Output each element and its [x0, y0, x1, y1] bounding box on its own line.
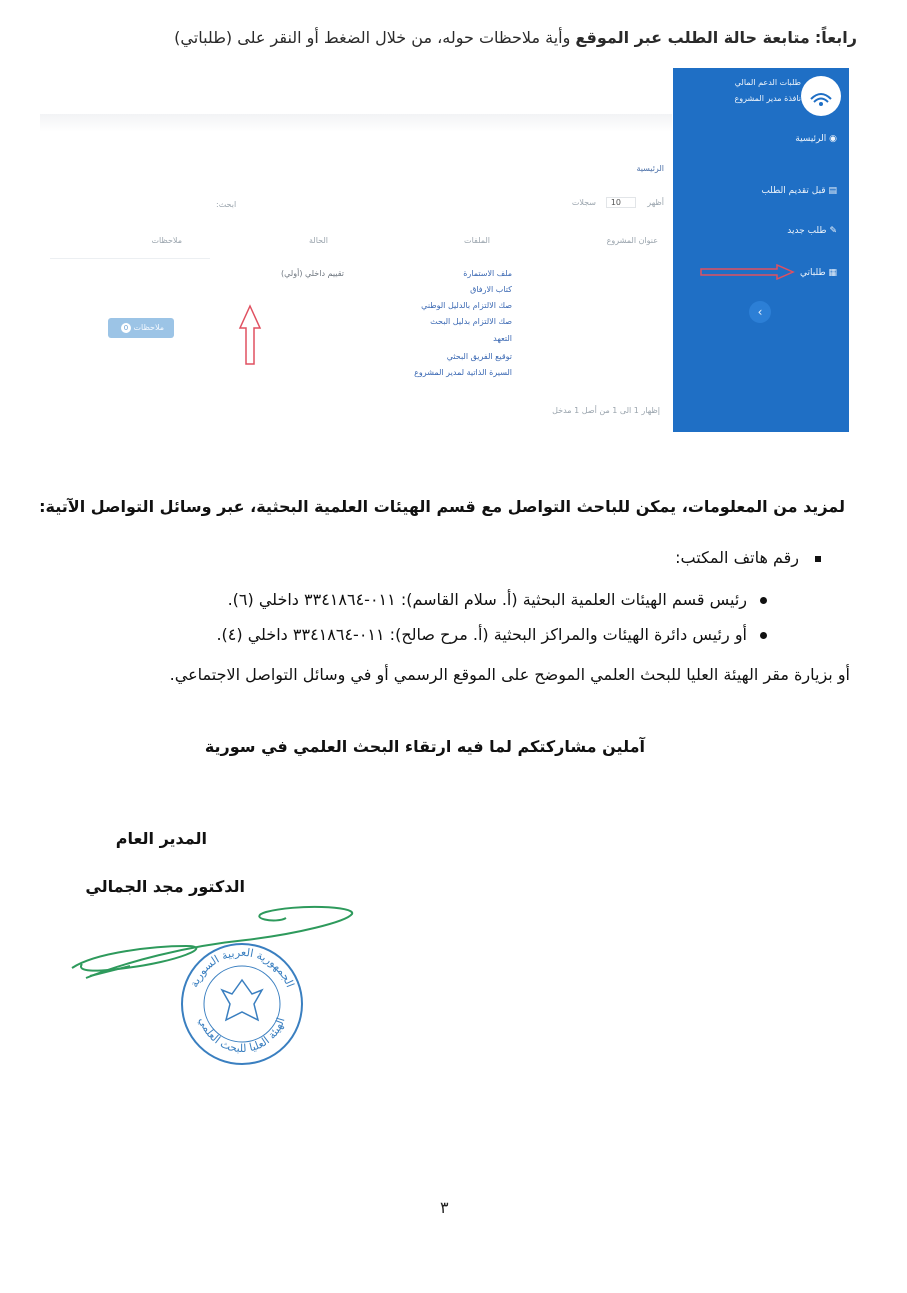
closing-line: آملين مشاركتكم لما فيه ارتقاء البحث العلمي في سورية — [204, 737, 645, 756]
sidebar-item-label: قبل تقديم الطلب — [761, 186, 826, 196]
file-link[interactable]: كتاب الارفاق — [470, 285, 512, 294]
search-input[interactable] — [50, 242, 210, 259]
sidebar-item-label: طلباتي — [800, 268, 826, 278]
round-bullet-icon — [760, 632, 767, 639]
seal-inner-text: الهيئة العليا للبحث العلمي — [196, 1015, 288, 1056]
svg-text:الهيئة العليا للبحث العلمي — [196, 1016, 287, 1056]
sidebar-item-my-requests[interactable] — [800, 268, 837, 278]
sidebar-item-home[interactable] — [795, 134, 837, 144]
director-title: المدير العام — [115, 829, 207, 848]
list-icon: ▦ — [828, 268, 837, 278]
column-status[interactable]: الحالة — [309, 236, 328, 245]
notes-count-badge: 0 — [121, 323, 131, 333]
sidebar-item-before-submit[interactable] — [761, 186, 837, 196]
column-files[interactable]: الملفات — [464, 236, 490, 245]
phone-title: رقم هاتف المكتب: — [675, 548, 799, 567]
svg-text:الجمهورية العربية السورية — [187, 946, 296, 989]
edit-icon: ✎ — [829, 226, 837, 236]
heading-bold: متابعة حالة الطلب عبر الموقع — [575, 28, 810, 47]
square-bullet-icon — [815, 556, 821, 562]
file-link[interactable]: صك الالتزام بدليل البحث — [430, 317, 512, 326]
column-notes[interactable]: ملاحظات — [151, 236, 182, 245]
home-icon: ◉ — [829, 134, 837, 144]
search-label: ابحث: — [216, 200, 237, 209]
portal-main-area — [40, 114, 672, 434]
collapse-sidebar-button[interactable] — [749, 301, 771, 323]
portal-logo-icon — [801, 76, 841, 116]
heading-prefix: رابعاً: — [814, 28, 857, 47]
document-icon: ▤ — [828, 186, 837, 196]
file-link[interactable]: ملف الاستمارة — [463, 269, 512, 278]
contact-line: أو رئيس دائرة الهيئات والمراكز البحثية (أ. مرح صالح): ٠١١-٣٣٤١٨٦٤ داخلي (٤). — [216, 625, 747, 644]
sidebar-item-new-request[interactable] — [787, 226, 837, 236]
more-info-heading: لمزيد من المعلومات، يمكن للباحث التواصل مع قسم الهيئات العلمية البحثية، عبر وسائل التواصل الآتية: — [39, 497, 845, 516]
annotation-right-arrow-icon — [699, 264, 795, 280]
sidebar-title-line1: طلبات الدعم المالي — [734, 78, 801, 87]
portal-sidebar — [673, 68, 849, 432]
status-value: تقييم داخلي (أولي) — [281, 269, 344, 278]
official-seal-image — [176, 940, 308, 1068]
chevron-left-icon: ‹ — [757, 305, 763, 319]
annotation-up-arrow-icon — [238, 304, 262, 366]
notes-button[interactable] — [108, 318, 174, 338]
notes-button-label: ملاحظات — [133, 323, 165, 332]
sidebar-item-label: الرئيسية — [795, 134, 827, 144]
column-project-title[interactable]: عنوان المشروع — [606, 236, 658, 245]
portal-screenshot — [40, 68, 850, 434]
file-link[interactable]: التعهد — [493, 334, 512, 343]
director-name: الدكتور مجد الجمالي — [85, 877, 245, 896]
table-footer-info: إظهار 1 الى 1 من أصل 1 مدخل — [552, 406, 660, 415]
records-label: سجلات — [571, 198, 596, 207]
page-size-select[interactable]: 10 — [606, 197, 636, 208]
section-heading — [37, 28, 857, 47]
round-bullet-icon — [760, 597, 767, 604]
seal-outer-text: الجمهورية العربية السورية — [187, 945, 297, 990]
heading-rest: وأية ملاحظات حوله، من خلال الضغط أو النقر على (طلباتي) — [174, 28, 571, 47]
contact-line: رئيس قسم الهيئات العلمية البحثية (أ. سلام القاسم): ٠١١-٣٣٤١٨٦٤ داخلي (٦). — [227, 590, 747, 609]
file-link[interactable]: صك الالتزام بالدليل الوطني — [421, 301, 512, 310]
visit-line: أو بزيارة مقر الهيئة العليا للبحث العلمي الموضح على الموقع الرسمي أو في وسائل التواصل الاجتماعي. — [169, 665, 850, 684]
show-label: أظهر — [647, 198, 664, 207]
file-link[interactable]: السيرة الذاتية لمدير المشروع — [414, 368, 512, 377]
breadcrumb: الرئيسية — [636, 164, 664, 173]
file-link[interactable]: توقيع الفريق البحثي — [446, 352, 512, 361]
sidebar-title-line2: نافذة مدير المشروع — [734, 94, 801, 103]
page-number: ٣ — [440, 1198, 449, 1217]
sidebar-item-label: طلب جديد — [787, 226, 827, 236]
